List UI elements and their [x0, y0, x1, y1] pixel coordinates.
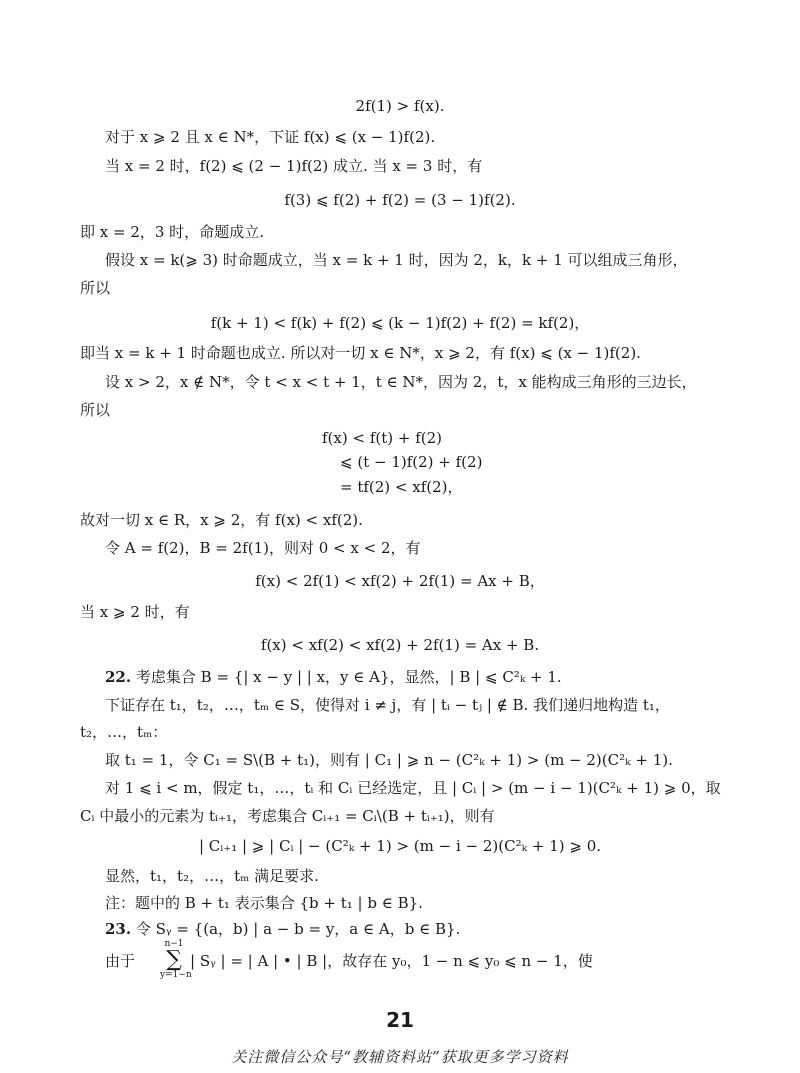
problem-number: 22. [105, 668, 132, 686]
text-line: 即 x = 2，3 时，命题成立. [80, 223, 264, 241]
text-line: 下证存在 t₁，t₂，…，tₘ ∈ S，使得对 i ≠ j，有 | tᵢ − tⱼ | ∉ B. 我们递归地构造 t₁， [105, 696, 670, 714]
text-line: 所以 [80, 279, 111, 297]
text-line: 令 Sᵧ = {(a，b) | a − b = y，a ∈ A，b ∈ B}. [135, 920, 461, 938]
text-line: 所以 [80, 401, 111, 419]
text-line: t₂，…，tₘ： [80, 723, 168, 741]
problem-number: 23. [105, 920, 132, 938]
problem-22 [105, 667, 562, 687]
sum-lower-limit: y=1−n [160, 970, 192, 980]
text-line: 显然，t₁，t₂，…，tₘ 满足要求. [105, 867, 319, 885]
math-display: f(k + 1) < f(k) + f(2) ⩽ (k − 1)f(2) + f(2) = kf(2)， [210, 314, 590, 332]
math-display: f(x) < f(t) + f(2) [322, 429, 443, 447]
problem-23 [105, 919, 460, 939]
text-line: 对 1 ⩽ i < m，假定 t₁，…，tᵢ 和 Cᵢ 已经选定，且 | Cᵢ | > (m − i − 1)(C²ₖ + 1) ⩾ 0，取 [105, 779, 721, 797]
math-display: ⩽ (t − 1)f(2) + f(2) [340, 453, 483, 471]
text-line: 即当 x = k + 1 时命题也成立. 所以对一切 x ∈ N*，x ⩾ 2，有 f(x) ⩽ (x − 1)f(2). [80, 344, 641, 362]
text-line: 当 x = 2 时，f(2) ⩽ (2 − 1)f(2) 成立. 当 x = 3 时，有 [105, 157, 483, 175]
footer-note: 关注微信公众号“教辅资料站”获取更多学习资料 [231, 1048, 569, 1066]
sigma-symbol: ∑ [166, 947, 182, 972]
text-line: 由于 [105, 952, 136, 970]
math-display: f(x) < xf(2) < xf(2) + 2f(1) = Ax + B. [260, 636, 540, 654]
text-line: 取 t₁ = 1，令 C₁ = S\(B + t₁)，则有 | C₁ | ⩾ n − (C²ₖ + 1) > (m − 2)(C²ₖ + 1). [105, 751, 673, 769]
text-line: 假设 x = k(⩾ 3) 时命题成立，当 x = k + 1 时，因为 2，k，k + 1 可以组成三角形， [105, 251, 688, 269]
text-line: 注：题中的 B + t₁ 表示集合 {b + t₁ | b ∈ B}. [105, 894, 423, 912]
page-number: 21 [386, 1008, 414, 1032]
text-line: | Sᵧ | = | A | • | B |，故存在 y₀，1 − n ⩽ y₀ ⩽ n − 1，使 [190, 952, 593, 970]
math-display: = tf(2) < xf(2)， [340, 478, 463, 496]
text-line: 对于 x ⩾ 2 且 x ∈ N*，下证 f(x) ⩽ (x − 1)f(2). [105, 128, 436, 146]
math-display: 2f(1) > f(x). [355, 97, 445, 115]
math-display: f(x) < 2f(1) < xf(2) + 2f(1) = Ax + B， [255, 572, 545, 590]
text-line: 当 x ⩾ 2 时，有 [80, 603, 190, 621]
math-display: f(3) ⩽ f(2) + f(2) = (3 − 1)f(2). [284, 191, 516, 209]
math-display: | Cᵢ₊₁ | ⩾ | Cᵢ | − (C²ₖ + 1) > (m − i − 2)(C²ₖ + 1) ⩾ 0. [198, 837, 602, 855]
text-line: 故对一切 x ∈ R，x ⩾ 2，有 f(x) < xf(2). [80, 511, 363, 529]
text-line: 考虑集合 B = {| x − y | | x，y ∈ A}，显然，| B | ⩽ C²ₖ + 1. [135, 668, 562, 686]
text-line: Cᵢ 中最小的元素为 tᵢ₊₁，考虑集合 Cᵢ₊₁ = Cᵢ\(B + tᵢ₊₁)，则有 [80, 807, 495, 825]
summation [160, 939, 192, 980]
sum-upper-limit: n−1 [164, 939, 184, 949]
text-line: 令 A = f(2)，B = 2f(1)，则对 0 < x < 2，有 [105, 539, 421, 557]
text-line: 设 x > 2，x ∉ N*，令 t < x < t + 1，t ∈ N*，因为 2，t，x 能构成三角形的三边长， [105, 373, 697, 391]
